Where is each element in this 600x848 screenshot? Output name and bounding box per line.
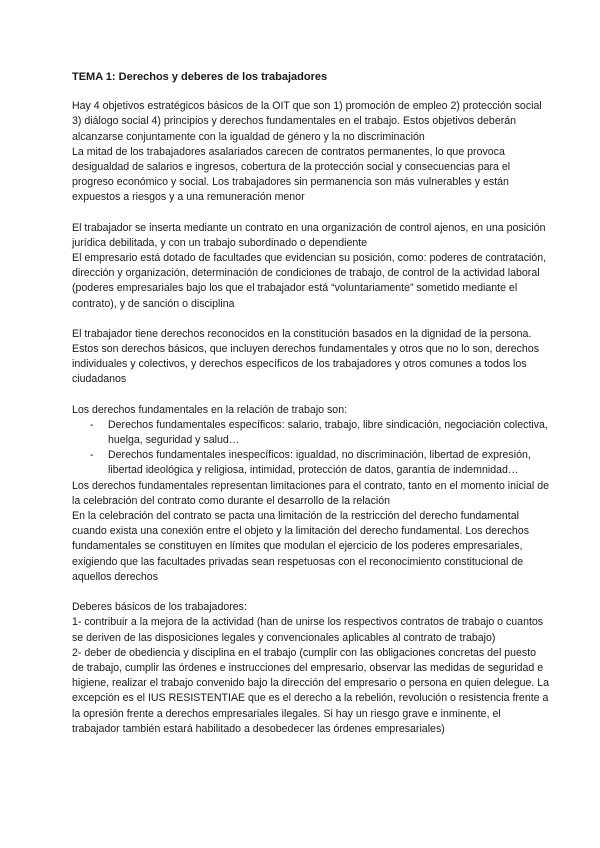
list-item: - Derechos fundamentales específicos: salario, trabajo, libre sindicación, negociación colectiva, huelga, seguridad y salud… [90,418,550,448]
spacer [72,585,550,600]
fundamental-rights-list [72,418,550,479]
paragraph-temporary-workers: La mitad de los trabajadores asalariados carecen de contratos permanentes, lo que provoca desigualdad de salarios e ingresos, cobertura de la protección social y consecuencias para el progreso económico y social. Los trabajadores sin permanencia son más vulnerables y están expuestos a riesgos y a una remuneración menor [72,145,511,204]
spacer [72,388,550,403]
document-title: TEMA 1: Derechos y deberes de los trabajadores [72,71,328,83]
spacer [72,312,550,327]
paragraph-oit-objectives: Hay 4 objetivos estratégicos básicos de la OIT que son 1) promoción de empleo 2) protección social 3) diálogo social 4) principios y derechos fundamentales en el trabajo. Estos objetivos deberán alcanzarse conjuntamente con la igualdad de género y la no discriminación [72,100,542,143]
paragraph-fundamental-rights-intro: Los derechos fundamentales en la relación de trabajo son: [72,403,348,416]
list-item: - Derechos fundamentales inespecíficos: igualdad, no discriminación, libertad de expresión, libertad ideológica y religiosa, intimidad, protección de datos, garantía de indemnidad… [90,448,550,478]
paragraph-rights-limitations: Los derechos fundamentales representan limitaciones para el contrato, tanto en el momento inicial de la celebración del contrato como durante el desarrollo de la relación [72,479,549,507]
paragraph-employer-powers: El empresario está dotado de facultades que evidencian su posición, como: poderes de contratación, dirección y organización, determinación de condiciones de trabajo, de control de la actividad laboral (poderes empresariales bajo los que el trabajador está “voluntariamente” sometido mediante el contrato), y de sanción o disciplina [72,252,547,310]
paragraph-constitutional-rights: El trabajador tiene derechos reconocidos en la constitución basados en la dignidad de la persona. Estos son derechos básicos, que incluyen derechos fundamentales y otros que no lo son, derechos individuales y colectivos, y derechos específicos de los trabajadores y otros comunes a todos los ciudadanos [72,327,539,386]
paragraph-duty-2: 2- deber de obediencia y disciplina en el trabajo (cumplir con las obligaciones concretas del puesto de trabajo, cumplir las órdenes e instrucciones del empresario, observar las medidas de seguridad e higiene, realizar el trabajo convenido bajo la dirección del empresario o persona en quien delegue. La excepción es el IUS RESISTENTIAE que es el derecho a la rebelión, revolución o resistencia frente a la opresión frente a derechos empresariales ilegales. Si hay un riesgo grave e inminente, el trabajador también estará habilitado a desobedecer las órdenes empresariales) [72,646,550,735]
paragraph-duties-intro: Deberes básicos de los trabajadores: [72,601,247,614]
paragraph-contract-restriction: En la celebración del contrato se pacta una limitación de la restricción del derecho fundamental cuando exista una conexión entre el objeto y la limitación del derecho fundamental. Los derechos fundamentales se constituyen en límites que modulan el ejercicio de los poderes empresariales, exigiendo que las facultades privadas sean respetuosas con el reconocimiento constitucional de aquellos derechos [72,510,530,583]
spacer [72,206,550,221]
paragraph-duty-1: 1- contribuir a la mejora de la actividad (han de unirse los respectivos contratos de trabajo o cuantos se deriven de las disposiciones legales y convencionales aplicables al contrato de trabajo) [72,616,544,644]
paragraph-worker-contract: El trabajador se inserta mediante un contrato en una organización de control ajenos, en una posición jurídica debilitada, y con un trabajo subordinado o dependiente [72,221,546,249]
